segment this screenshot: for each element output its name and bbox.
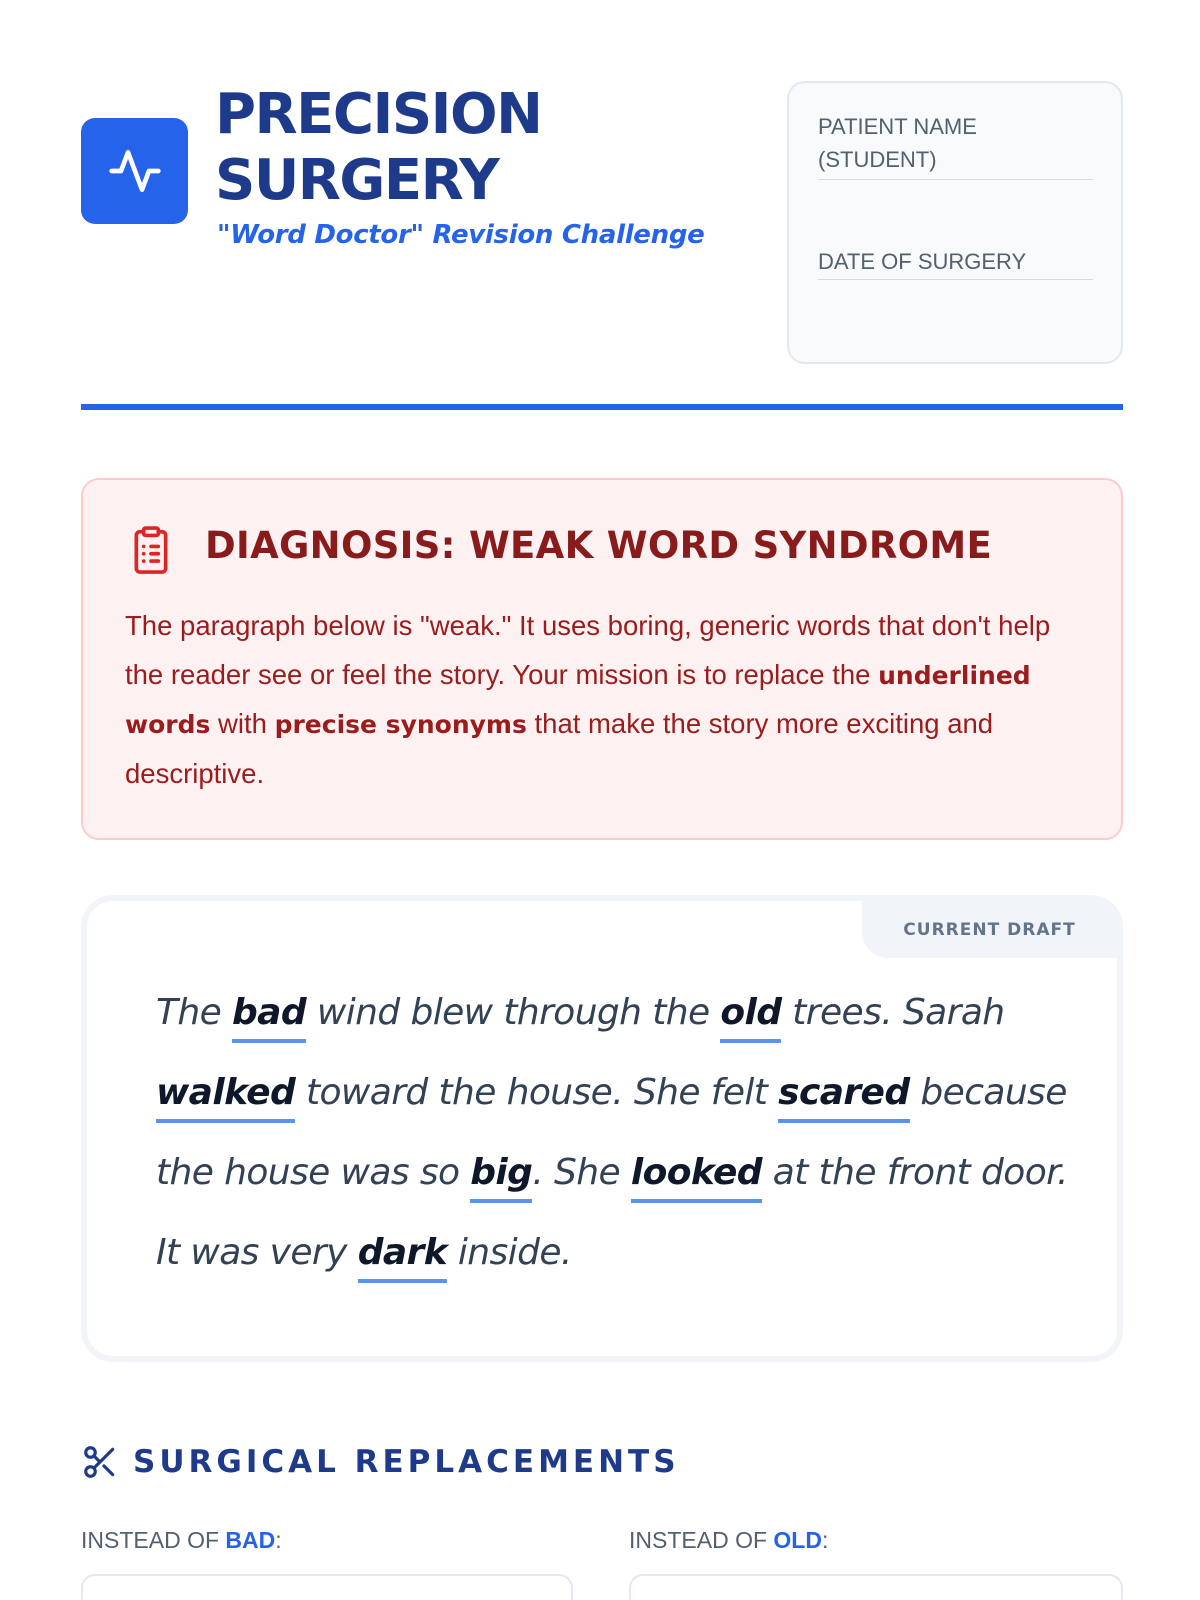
diagnosis-title: DIAGNOSIS: WEAK WORD SYNDROME <box>205 524 993 567</box>
weak-word: big <box>470 1150 532 1203</box>
header-divider <box>81 404 1123 410</box>
surgery-date-field[interactable]: DATE OF SURGERY <box>818 245 1093 280</box>
draft-panel <box>81 895 1123 1362</box>
logo-tile <box>81 118 188 224</box>
weak-word: dark <box>358 1230 447 1283</box>
clipboard-icon <box>129 526 173 576</box>
pulse-icon <box>107 143 163 199</box>
patient-name-field[interactable]: PATIENT NAME (STUDENT) <box>818 110 1093 180</box>
page-subtitle: "Word Doctor" Revision Challenge <box>217 220 705 250</box>
scissors-icon <box>81 1443 119 1481</box>
replacement-input-old[interactable] <box>629 1574 1123 1600</box>
replacement-input-bad[interactable] <box>81 1574 573 1600</box>
weak-word: walked <box>156 1070 295 1123</box>
weak-word: bad <box>232 990 306 1043</box>
patient-card <box>787 81 1123 364</box>
replacements-heading <box>81 1443 680 1481</box>
replacements-title: SURGICAL REPLACEMENTS <box>133 1444 680 1480</box>
draft-tag: CURRENT DRAFT <box>862 901 1117 958</box>
weak-word: scared <box>778 1070 909 1123</box>
diagnosis-panel <box>81 478 1123 840</box>
draft-paragraph: The bad wind blew through the old trees. Sarah walked toward the house. She felt scared because the house was so big. She looked at the front door. It was very dark inside. <box>156 973 1076 1293</box>
diagnosis-text: The paragraph below is "weak." It uses boring, generic words that don't help the reader see or feel the story. Your mission is to replace the underlined words with precise synonyms that make the story more exciting and descriptive. <box>125 610 1051 789</box>
weak-word: old <box>720 990 781 1043</box>
replacement-label-old: INSTEAD OF OLD: <box>629 1527 829 1553</box>
weak-word: looked <box>631 1150 762 1203</box>
page-title: PRECISION SURGERY <box>215 82 542 213</box>
replacement-label-bad: INSTEAD OF BAD: <box>81 1527 282 1553</box>
